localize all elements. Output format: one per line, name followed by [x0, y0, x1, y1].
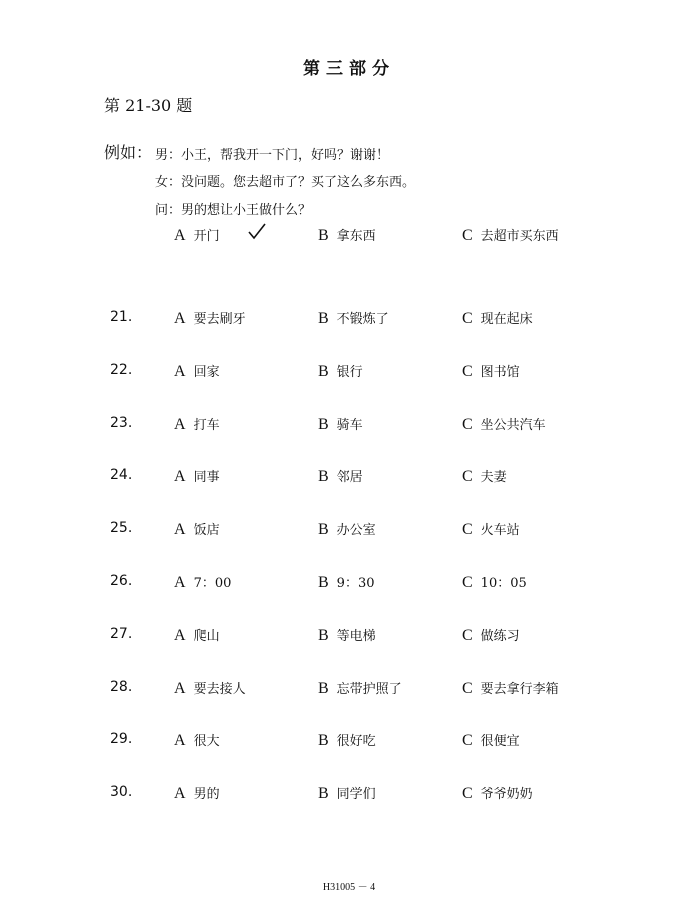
question-option-a: [174, 519, 220, 539]
option-text: 很大: [193, 734, 220, 749]
option-text: 火车站: [480, 523, 520, 538]
question-number: 27.: [110, 626, 133, 642]
option-text: 要去接人: [193, 682, 246, 697]
option-letter: C: [462, 574, 473, 591]
question-number: 28.: [110, 679, 133, 695]
question-option-b: [318, 361, 363, 381]
question-option-a: [174, 730, 220, 750]
question-option-b: [318, 572, 375, 592]
option-text: 饭店: [193, 523, 220, 538]
question-option-c: [462, 466, 507, 486]
question-option-b: [318, 678, 402, 698]
option-text: 要去刷牙: [193, 312, 246, 327]
option-letter: B: [318, 785, 329, 802]
option-letter: B: [318, 521, 329, 538]
section-title: 第三部分: [303, 59, 395, 79]
question-option-b: [318, 466, 363, 486]
option-text: 打车: [193, 418, 220, 433]
example-question-line: 问：男的想让小王做什么？: [155, 203, 312, 218]
option-letter: C: [462, 363, 473, 380]
question-option-b: [318, 730, 376, 750]
option-text: 10：05: [480, 576, 527, 591]
option-letter: B: [318, 574, 329, 591]
question-option-c: [462, 572, 527, 592]
example-man-line: 男：小王，帮我开一下门，好吗？谢谢！: [155, 148, 390, 163]
option-letter: A: [174, 785, 186, 802]
question-number: 22.: [110, 362, 133, 378]
option-letter: A: [174, 574, 186, 591]
question-option-a: [174, 678, 246, 698]
option-text: 男的: [193, 787, 220, 802]
question-option-b: [318, 625, 376, 645]
option-text: 拿东西: [336, 229, 376, 244]
question-option-a: [174, 361, 220, 381]
option-letter: C: [462, 785, 473, 802]
option-text: 邻居: [336, 470, 363, 485]
example-option-b: [318, 225, 376, 245]
option-letter: B: [318, 363, 329, 380]
page-footer: H31005 － 4: [322, 882, 376, 893]
option-letter: B: [318, 680, 329, 697]
question-option-c: [462, 783, 533, 803]
option-letter: A: [174, 521, 186, 538]
question-option-c: [462, 519, 520, 539]
question-option-b: [318, 414, 363, 434]
option-text: 同学们: [336, 787, 376, 802]
option-text: 去超市买东西: [480, 229, 559, 244]
example-woman-line: 女：没问题。您去超市了？买了这么多东西。: [155, 175, 416, 190]
option-text: 9：30: [336, 576, 375, 591]
option-letter: A: [174, 468, 186, 485]
option-letter: C: [462, 310, 473, 327]
option-letter: B: [318, 310, 329, 327]
option-text: 夫妻: [480, 470, 507, 485]
question-number: 25.: [110, 520, 133, 536]
option-text: 回家: [193, 365, 220, 380]
option-text: 银行: [336, 365, 363, 380]
example-option-c: [462, 225, 559, 245]
option-letter: A: [174, 627, 186, 644]
option-letter: C: [462, 416, 473, 433]
option-text: 做练习: [480, 629, 520, 644]
option-letter: A: [174, 227, 186, 244]
option-letter: B: [318, 416, 329, 433]
option-letter: C: [462, 627, 473, 644]
option-text: 同事: [193, 470, 220, 485]
option-letter: C: [462, 732, 473, 749]
question-number: 23.: [110, 415, 133, 431]
option-text: 等电梯: [336, 629, 376, 644]
question-option-c: [462, 308, 533, 328]
option-text: 7：00: [193, 576, 232, 591]
question-number: 21.: [110, 309, 133, 325]
question-option-c: [462, 678, 559, 698]
question-option-c: [462, 414, 546, 434]
question-option-c: [462, 625, 520, 645]
question-option-a: [174, 466, 220, 486]
option-letter: B: [318, 627, 329, 644]
option-text: 办公室: [336, 523, 376, 538]
option-text: 现在起床: [480, 312, 533, 327]
question-option-a: [174, 625, 220, 645]
option-text: 忘带护照了: [336, 682, 402, 697]
option-text: 爷爷奶奶: [480, 787, 533, 802]
option-letter: A: [174, 363, 186, 380]
option-letter: A: [174, 310, 186, 327]
option-letter: B: [318, 227, 329, 244]
option-text: 很好吃: [336, 734, 376, 749]
question-option-b: [318, 519, 376, 539]
option-letter: A: [174, 416, 186, 433]
option-text: 要去拿行李箱: [480, 682, 559, 697]
option-letter: C: [462, 521, 473, 538]
example-option-a: [174, 225, 220, 245]
option-letter: B: [318, 732, 329, 749]
question-option-c: [462, 361, 520, 381]
question-option-b: [318, 783, 376, 803]
question-option-a: [174, 572, 231, 592]
option-text: 开门: [193, 229, 220, 244]
option-letter: A: [174, 680, 186, 697]
check-icon: [247, 222, 267, 240]
question-number: 29.: [110, 731, 133, 747]
question-option-a: [174, 308, 246, 328]
option-letter: C: [462, 227, 473, 244]
option-letter: B: [318, 468, 329, 485]
question-option-b: [318, 308, 389, 328]
option-text: 不锻炼了: [336, 312, 389, 327]
option-text: 骑车: [336, 418, 363, 433]
option-text: 图书馆: [480, 365, 520, 380]
option-text: 很便宜: [480, 734, 520, 749]
question-option-a: [174, 414, 220, 434]
question-option-c: [462, 730, 520, 750]
question-number: 24.: [110, 467, 133, 483]
option-letter: A: [174, 732, 186, 749]
question-number: 26.: [110, 573, 133, 589]
example-label: 例如：: [104, 143, 153, 162]
option-text: 爬山: [193, 629, 220, 644]
question-range: 第 21-30 题: [104, 96, 193, 115]
question-number: 30.: [110, 784, 133, 800]
question-option-a: [174, 783, 220, 803]
option-letter: C: [462, 468, 473, 485]
option-text: 坐公共汽车: [480, 418, 546, 433]
option-letter: C: [462, 680, 473, 697]
